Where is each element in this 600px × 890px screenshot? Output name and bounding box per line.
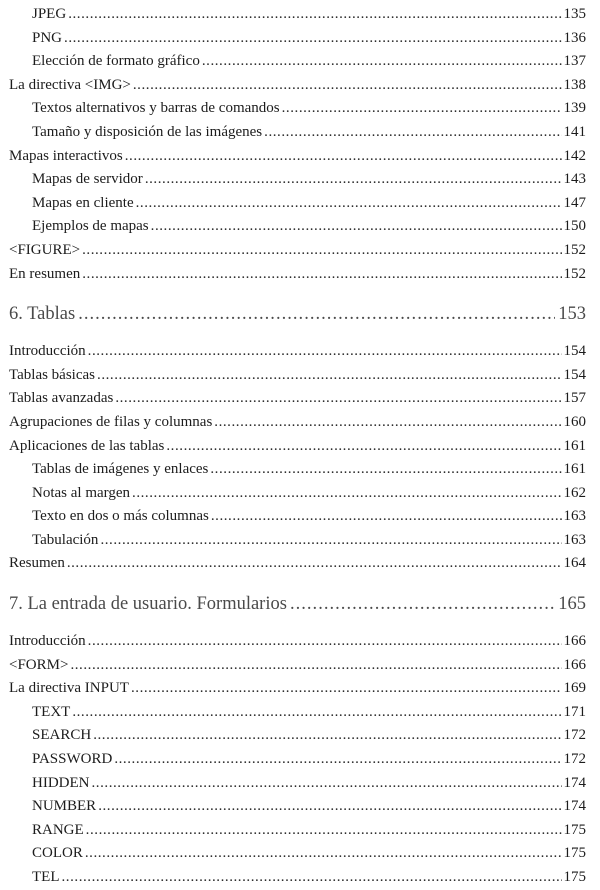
chapter-heading [9, 298, 586, 330]
dot-leader [211, 505, 562, 529]
toc-subsection-entry [9, 795, 586, 819]
toc-subsection-entry [9, 529, 586, 553]
entry-title: Tablas básicas [9, 366, 96, 383]
chapter-title: 6. Tablas [9, 304, 76, 325]
entry-title: COLOR [32, 845, 83, 862]
chapter-title: 7. La entrada de usuario. Formularios [9, 594, 287, 615]
dot-leader [131, 677, 562, 701]
toc-subsection-entry [9, 842, 586, 866]
entry-title: Tablas avanzadas [9, 390, 114, 407]
toc-subsection-entry [9, 701, 586, 725]
entry-page-number: 161 [563, 461, 586, 478]
entry-title: Resumen [9, 555, 65, 572]
dot-leader [133, 74, 562, 98]
entry-page-number: 137 [563, 53, 586, 70]
toc-group [9, 298, 586, 576]
dot-leader [264, 121, 561, 145]
toc-subsection-entry [9, 168, 586, 192]
dot-leader [210, 458, 561, 482]
entry-page-number: 143 [563, 171, 586, 188]
chapter-page-number: 153 [558, 304, 586, 325]
entry-page-number: 152 [563, 265, 586, 282]
toc-subsection-entry [9, 50, 586, 74]
entry-title: <FIGURE> [9, 241, 81, 258]
entry-page-number: 142 [563, 147, 586, 164]
toc-subsection-entry [9, 97, 586, 121]
dot-leader [70, 654, 561, 678]
entry-page-number: 161 [563, 437, 586, 454]
entry-page-number: 135 [563, 6, 586, 22]
entry-page-number: 141 [563, 123, 586, 140]
entry-page-number: 175 [563, 869, 586, 885]
entry-title: Tamaño y disposición de las imágenes [32, 123, 263, 140]
dot-leader [67, 552, 562, 576]
dot-leader [100, 529, 561, 553]
dot-leader [214, 411, 561, 435]
entry-title: La directiva <IMG> [9, 76, 131, 93]
entry-title: Tablas de imágenes y enlaces [32, 461, 209, 478]
toc-section-entry [9, 387, 586, 411]
entry-title: Texto en dos o más columnas [32, 508, 209, 525]
dot-leader [92, 772, 562, 796]
entry-title: Introducción [9, 633, 86, 650]
toc-section-entry [9, 677, 586, 701]
entry-title: RANGE [32, 821, 84, 838]
toc-subsection-entry [9, 819, 586, 843]
entry-page-number: 154 [563, 366, 586, 383]
entry-title: Elección de formato gráfico [32, 53, 200, 70]
entry-title: Aplicaciones de las tablas [9, 437, 165, 454]
toc-section-entry [9, 239, 586, 263]
entry-page-number: 164 [563, 555, 586, 572]
entry-page-number: 163 [563, 531, 586, 548]
toc-section-entry [9, 630, 586, 654]
dot-leader [88, 630, 562, 654]
entry-title: Mapas interactivos [9, 147, 123, 164]
toc-section-entry [9, 654, 586, 678]
dot-leader [136, 192, 562, 216]
entry-page-number: 166 [563, 656, 586, 673]
entry-title: La directiva INPUT [9, 680, 129, 697]
entry-title: Introducción [9, 343, 86, 360]
toc-section-entry [9, 411, 586, 435]
dot-leader [114, 748, 561, 772]
entry-title: Notas al margen [32, 484, 131, 501]
entry-page-number: 174 [563, 798, 586, 815]
entry-title: SEARCH [32, 727, 92, 744]
dot-leader [82, 263, 561, 287]
entry-page-number: 162 [563, 484, 586, 501]
entry-page-number: 171 [563, 703, 586, 720]
entry-page-number: 157 [563, 390, 586, 407]
dot-leader [282, 97, 562, 121]
entry-title: PASSWORD [32, 751, 113, 768]
toc-subsection-entry [9, 748, 586, 772]
toc-subsection-entry [9, 505, 586, 529]
entry-page-number: 152 [563, 241, 586, 258]
entry-title: PNG [32, 29, 63, 46]
dot-leader [97, 364, 561, 388]
dot-leader [82, 239, 561, 263]
dot-leader [78, 298, 555, 330]
toc-subsection-entry [9, 482, 586, 506]
table-of-contents [9, 3, 586, 890]
entry-title: Mapas de servidor [32, 171, 143, 188]
dot-leader [132, 482, 561, 506]
entry-title: Textos alternativos y barras de comandos [32, 100, 280, 117]
entry-page-number: 172 [563, 727, 586, 744]
entry-page-number: 172 [563, 751, 586, 768]
entry-page-number: 166 [563, 633, 586, 650]
dot-leader [115, 387, 561, 411]
dot-leader [85, 842, 562, 866]
toc-subsection-entry [9, 3, 586, 27]
entry-page-number: 138 [563, 76, 586, 93]
toc-group [9, 3, 586, 286]
dot-leader [125, 145, 562, 169]
toc-subsection-entry [9, 866, 586, 890]
chapter-heading [9, 588, 586, 620]
entry-title: TEXT [32, 703, 71, 720]
entry-page-number: 136 [563, 29, 586, 46]
dot-leader [202, 50, 562, 74]
dot-leader [64, 27, 561, 51]
toc-section-entry [9, 263, 586, 287]
dot-leader [290, 588, 555, 620]
toc-section-entry [9, 74, 586, 98]
dot-leader [93, 724, 561, 748]
entry-page-number: 175 [563, 845, 586, 862]
toc-subsection-entry [9, 27, 586, 51]
entry-title: Tabulación [32, 531, 99, 548]
entry-title: HIDDEN [32, 774, 90, 791]
entry-title: Mapas en cliente [32, 194, 134, 211]
toc-section-entry [9, 435, 586, 459]
entry-title: TEL [32, 869, 60, 885]
entry-title: JPEG [32, 6, 67, 22]
entry-title: En resumen [9, 265, 81, 282]
entry-page-number: 147 [563, 194, 586, 211]
entry-page-number: 163 [563, 508, 586, 525]
entry-page-number: 154 [563, 343, 586, 360]
entry-title: NUMBER [32, 798, 97, 815]
dot-leader [98, 795, 561, 819]
toc-subsection-entry [9, 192, 586, 216]
dot-leader [151, 215, 562, 239]
entry-title: Ejemplos de mapas [32, 218, 149, 235]
dot-leader [88, 340, 562, 364]
entry-title: Agrupaciones de filas y columnas [9, 413, 213, 430]
entry-page-number: 150 [563, 218, 586, 235]
toc-subsection-entry [9, 121, 586, 145]
toc-section-entry [9, 364, 586, 388]
dot-leader [145, 168, 562, 192]
toc-subsection-entry [9, 458, 586, 482]
entry-page-number: 139 [563, 100, 586, 117]
toc-section-entry [9, 340, 586, 364]
toc-subsection-entry [9, 215, 586, 239]
dot-leader [68, 3, 561, 27]
dot-leader [86, 819, 562, 843]
dot-leader [166, 435, 561, 459]
toc-group [9, 588, 586, 890]
entry-page-number: 160 [563, 413, 586, 430]
entry-page-number: 175 [563, 821, 586, 838]
entry-page-number: 169 [563, 680, 586, 697]
toc-section-entry [9, 145, 586, 169]
entry-title: <FORM> [9, 656, 69, 673]
dot-leader [72, 701, 561, 725]
toc-section-entry [9, 552, 586, 576]
toc-subsection-entry [9, 772, 586, 796]
entry-page-number: 174 [563, 774, 586, 791]
toc-subsection-entry [9, 724, 586, 748]
dot-leader [62, 866, 562, 890]
chapter-page-number: 165 [558, 594, 586, 615]
